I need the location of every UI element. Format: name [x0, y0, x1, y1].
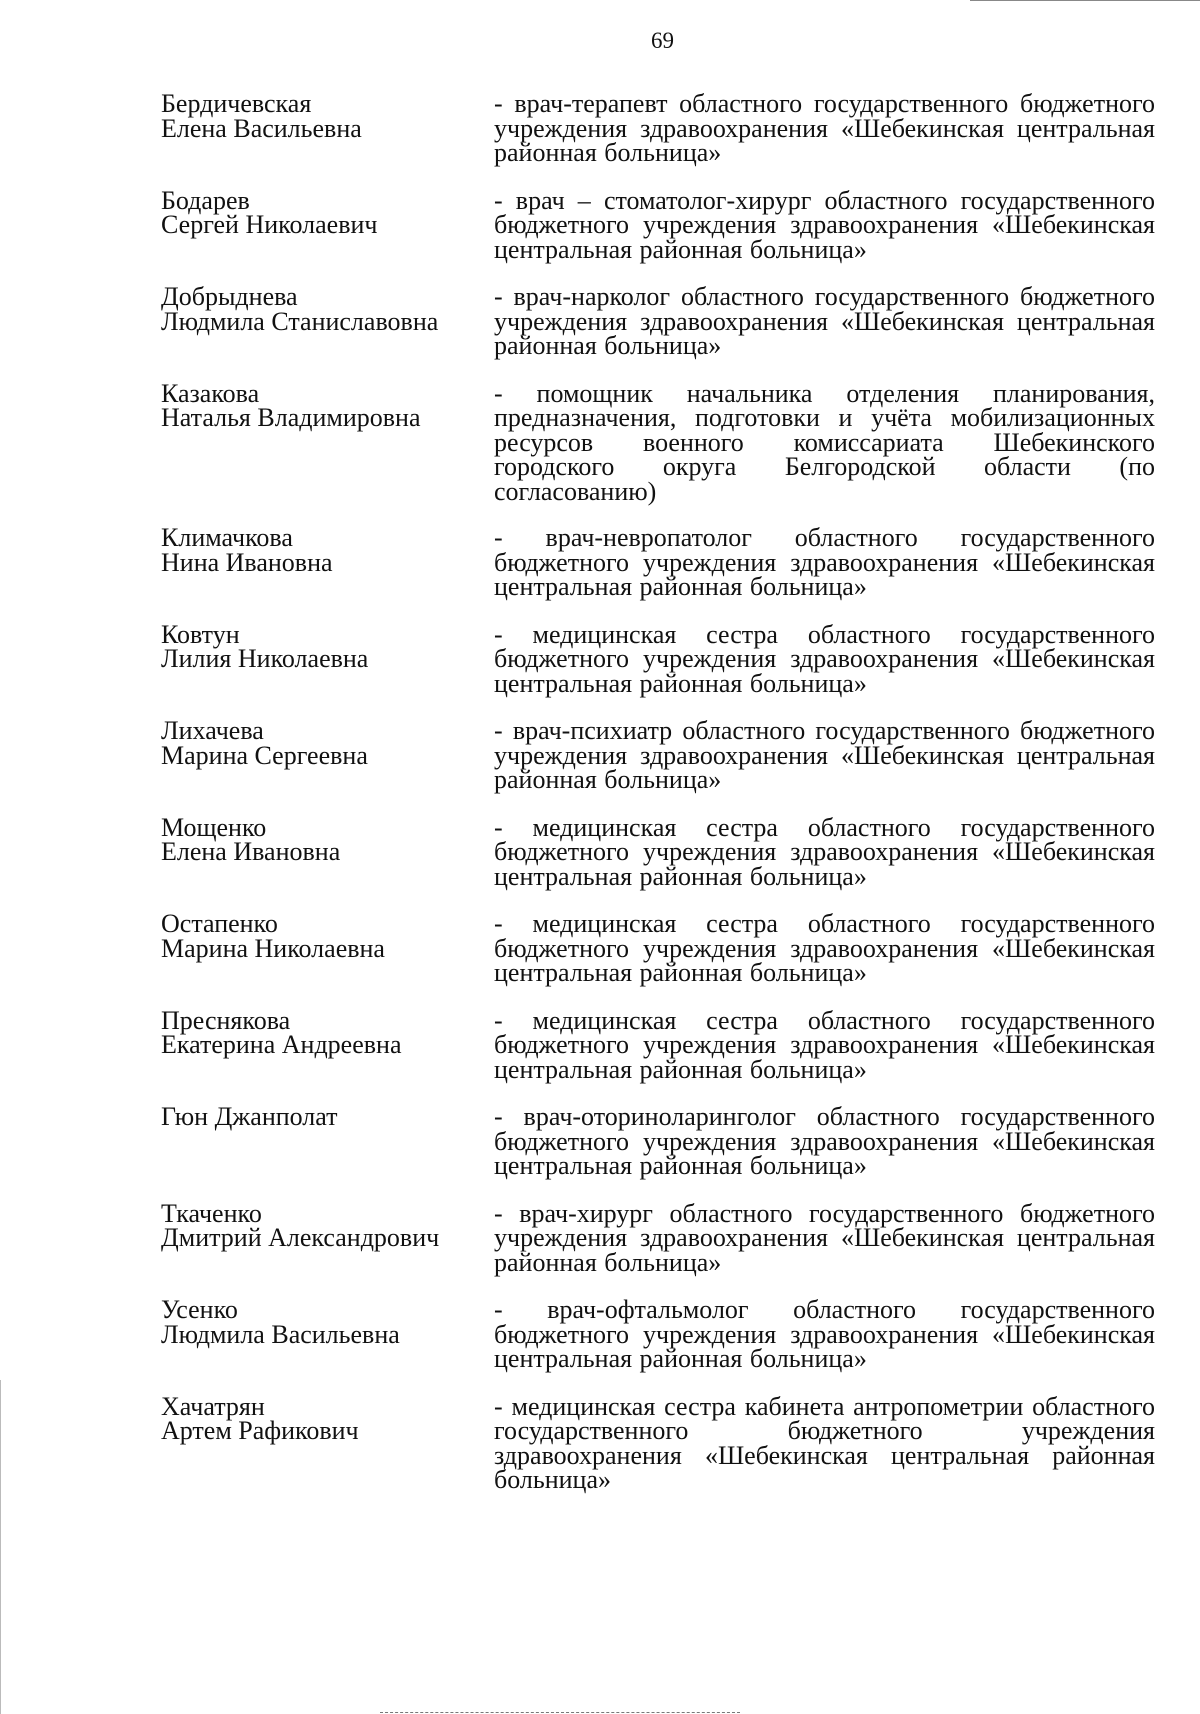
position-description: - врач-оториноларинголог областного государственного бюджетного учреждения здравоохранения «Шебекинская центральная районная больница»: [494, 1102, 1155, 1180]
list-item: [161, 1295, 1155, 1373]
position-description: - врач-нарколог областного государственного бюджетного учреждения здравоохранения «Шебекинская центральная районная больница»: [494, 282, 1155, 360]
list-item: [161, 185, 1155, 264]
surname: Казакова: [161, 378, 260, 408]
page-number: 69: [651, 28, 674, 53]
given-name: Наталья Владимировна: [161, 403, 421, 432]
person-name: [161, 1102, 494, 1179]
given-name: Дмитрий Александрович: [161, 1223, 440, 1252]
surname: Мощенко: [161, 812, 267, 842]
given-name: Лилия Николаевна: [161, 644, 369, 673]
person-name: [161, 619, 494, 697]
given-name: Нина Ивановна: [161, 547, 333, 577]
given-name: Елена Ивановна: [161, 837, 341, 866]
list-item: [161, 282, 1155, 360]
given-name: Артем Рафикович: [161, 1416, 359, 1445]
surname: Бодарев: [161, 185, 250, 215]
person-name: [161, 1198, 494, 1276]
position-description: - помощник начальника отделения планирования, предназначения, подготовки и учёта мобилизационных ресурсов военного комиссариата Шебекинского городского округа Белгородской области (по согласованию): [494, 378, 1155, 506]
surname: Добрыднева: [161, 282, 298, 311]
person-name: [161, 716, 494, 793]
surname: Лихачева: [161, 716, 264, 745]
surname: Ковтун: [161, 619, 240, 649]
person-name: [161, 185, 494, 263]
list-item: [161, 812, 1155, 891]
given-name: Сергей Николаевич: [161, 210, 378, 239]
position-description: - медицинская сестра областного государственного бюджетного учреждения здравоохранения «Шебекинская центральная районная больница»: [494, 1005, 1155, 1084]
scan-edge-top: [970, 0, 1200, 1]
list-item: [161, 523, 1155, 601]
surname: Бердичевская: [161, 89, 312, 118]
surname: Хачатрян: [161, 1391, 265, 1421]
list-item: [161, 909, 1155, 987]
list-item: [161, 378, 1155, 506]
person-name: [161, 909, 494, 986]
given-name: Марина Николаевна: [161, 933, 385, 963]
surname: Ткаченко: [161, 1198, 262, 1228]
list-item: [161, 619, 1155, 698]
surname: Гюн Джанполат: [161, 1102, 338, 1131]
position-description: - медицинская сестра кабинета антропометрии областного государственного бюджетного учреждения здравоохранения «Шебекинская центральная районная больница»: [494, 1391, 1155, 1494]
position-description: - врач-офтальмолог областного государственного бюджетного учреждения здравоохранения «Шебекинская центральная районная больница»: [494, 1295, 1155, 1373]
person-name: [161, 282, 494, 359]
list-item: [161, 1005, 1155, 1084]
position-description: - медицинская сестра областного государственного бюджетного учреждения здравоохранения «Шебекинская центральная районная больница»: [494, 619, 1155, 698]
list-item: [161, 1391, 1155, 1494]
person-name: [161, 523, 494, 600]
list-item: [161, 1102, 1155, 1180]
scan-edge-left: [0, 1380, 1, 1714]
position-description: - врач-психиатр областного государственного бюджетного учреждения здравоохранения «Шебекинская центральная районная больница»: [494, 716, 1155, 794]
list-item: [161, 1198, 1155, 1277]
surname: Усенко: [161, 1295, 238, 1324]
position-description: - врач-терапевт областного государственного бюджетного учреждения здравоохранения «Шебекинская центральная районная больница»: [494, 89, 1155, 167]
list-item: [161, 89, 1155, 167]
position-description: - врач-хирург областного государственного бюджетного учреждения здравоохранения «Шебекинская центральная районная больница»: [494, 1198, 1155, 1277]
given-name: Марина Сергеевна: [161, 740, 368, 770]
member-list: [161, 89, 1155, 1516]
position-description: - врач-невропатолог областного государственного бюджетного учреждения здравоохранения «Шебекинская центральная районная больница»: [494, 523, 1155, 601]
list-item: [161, 716, 1155, 794]
person-name: [161, 812, 494, 890]
person-name: [161, 89, 494, 166]
position-description: - медицинская сестра областного государственного бюджетного учреждения здравоохранения «Шебекинская центральная районная больница»: [494, 909, 1155, 987]
position-description: - врач – стоматолог-хирург областного государственного бюджетного учреждения здравоохранения «Шебекинская центральная районная больница»: [494, 185, 1155, 264]
given-name: Екатерина Андреевна: [161, 1030, 402, 1059]
person-name: [161, 1391, 494, 1493]
given-name: Людмила Васильевна: [161, 1319, 400, 1349]
surname: Остапенко: [161, 909, 278, 938]
surname: Преснякова: [161, 1005, 291, 1035]
surname: Климачкова: [161, 523, 293, 552]
position-description: - медицинская сестра областного государственного бюджетного учреждения здравоохранения «Шебекинская центральная районная больница»: [494, 812, 1155, 891]
person-name: [161, 1295, 494, 1372]
given-name: Елена Васильевна: [161, 113, 362, 143]
given-name: Людмила Станиславовна: [161, 306, 439, 336]
person-name: [161, 1005, 494, 1083]
person-name: [161, 378, 494, 505]
